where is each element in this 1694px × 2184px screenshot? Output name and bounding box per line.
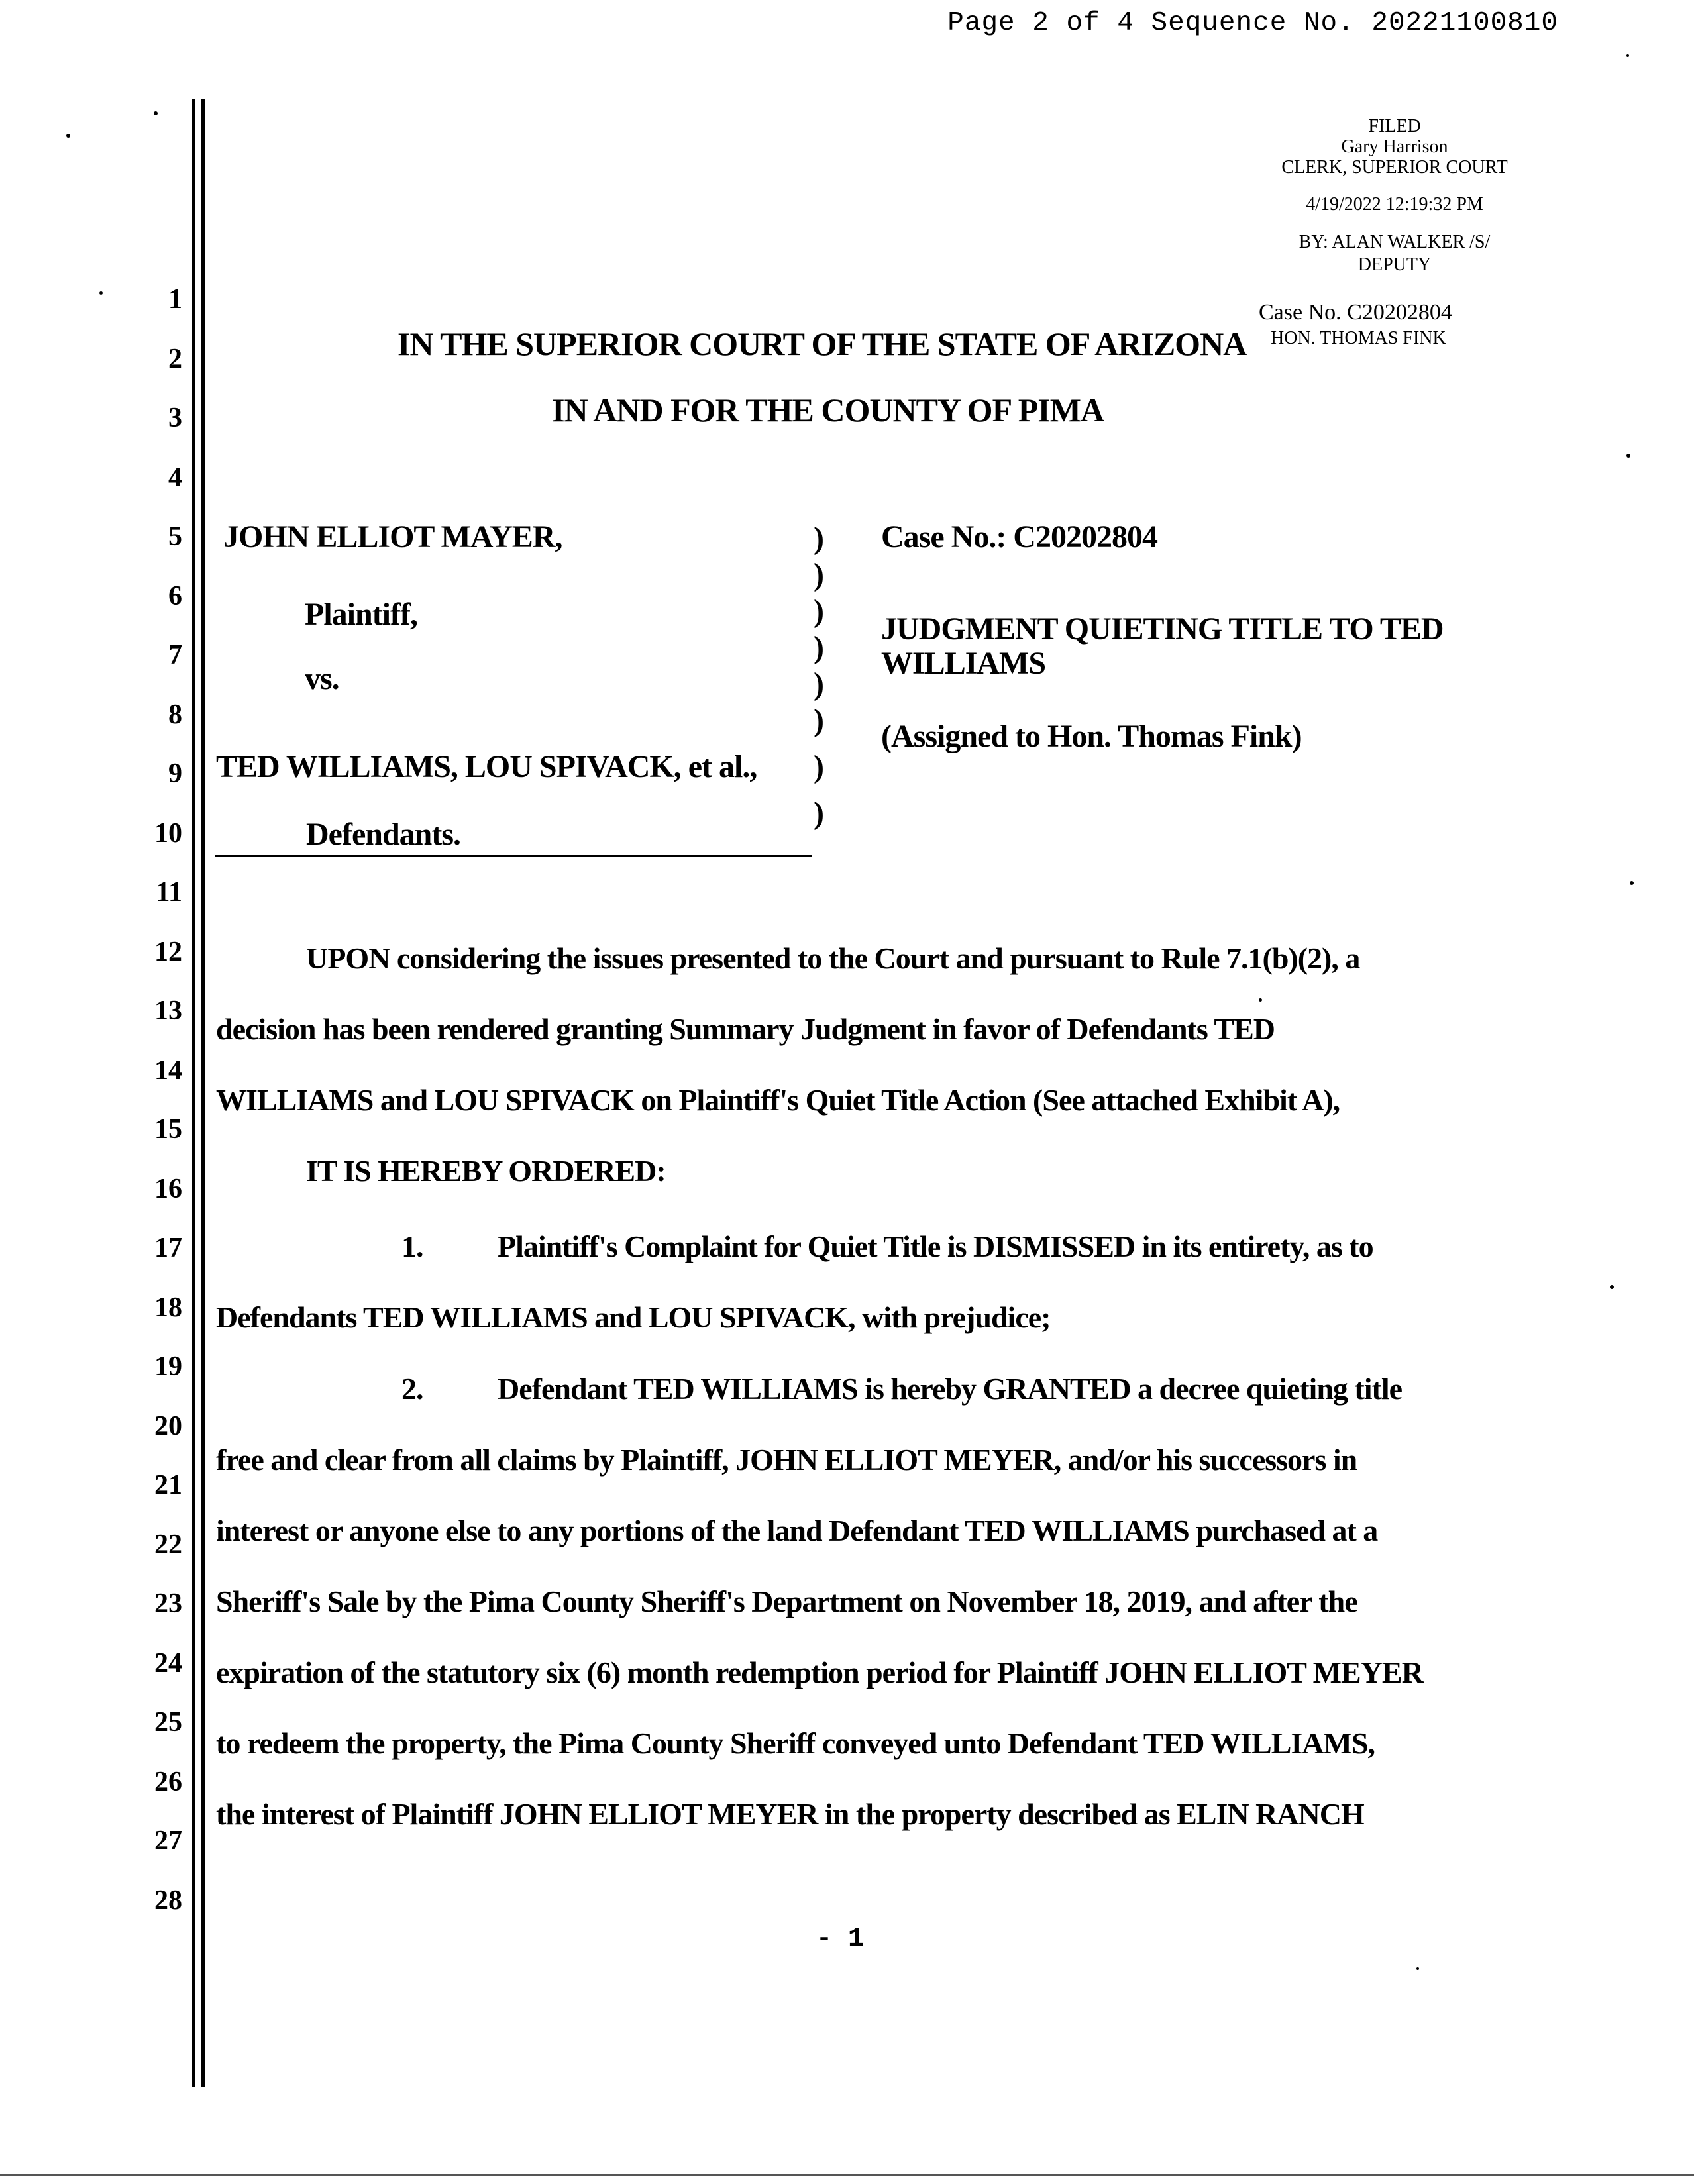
- line-number: 2: [168, 344, 182, 374]
- line-number: 15: [154, 1114, 182, 1145]
- line-number: 21: [154, 1470, 182, 1500]
- stamp-judge: HON. THOMAS FINK: [1271, 328, 1446, 348]
- caption-paren: ): [814, 557, 824, 592]
- line-number: 20: [154, 1411, 182, 1441]
- order-heading: IT IS HEREBY ORDERED:: [306, 1154, 666, 1188]
- scan-speck: [66, 134, 70, 138]
- page-number: - 1: [816, 1924, 865, 1954]
- caption-paren: ): [814, 749, 824, 784]
- order-item-2-line-4: Sheriff's Sale by the Pima County Sheriff's Department on November 18, 2019, and after the: [216, 1585, 1357, 1618]
- order-item-1-line-2: Defendants TED WILLIAMS and LOU SPIVACK, with prejudice;: [216, 1300, 1051, 1334]
- caption-paren: ): [814, 521, 824, 556]
- scan-speck: [154, 111, 158, 115]
- stamp-filed: FILED: [1368, 116, 1421, 136]
- caption-paren: ): [814, 703, 824, 738]
- line-number: 1: [168, 284, 182, 315]
- order-item-2-line-7: the interest of Plaintiff JOHN ELLIOT MEYER in the property described as ELIN RANCH: [216, 1797, 1364, 1831]
- body-line-13: decision has been rendered granting Summary Judgment in favor of Defendants TED: [216, 1012, 1275, 1046]
- caption-paren: ): [814, 630, 824, 665]
- line-number: 23: [154, 1588, 182, 1619]
- order-item-number: 1.: [401, 1229, 423, 1263]
- stamp-deputy: DEPUTY: [1357, 254, 1432, 275]
- line-number: 3: [168, 403, 182, 433]
- left-margin-rule-outer: [192, 99, 195, 2087]
- scan-speck: [99, 291, 103, 295]
- order-item-2-line-1: Defendant TED WILLIAMS is hereby GRANTED a decree quieting title: [498, 1372, 1403, 1406]
- line-number: 10: [154, 818, 182, 849]
- scan-bottom-edge: [0, 2174, 1694, 2176]
- line-number: 12: [154, 937, 182, 967]
- line-number: 13: [154, 996, 182, 1026]
- order-item-2-line-2: free and clear from all claims by Plaintiff, JOHN ELLIOT MEYER, and/or his successors in: [216, 1443, 1357, 1477]
- line-number: 22: [154, 1530, 182, 1560]
- caption-paren: ): [814, 594, 824, 629]
- line-number: 26: [154, 1767, 182, 1797]
- left-margin-rule-inner: [201, 99, 205, 2087]
- court-title: IN THE SUPERIOR COURT OF THE STATE OF ARIZONA: [397, 325, 1247, 362]
- line-number: 28: [154, 1885, 182, 1916]
- line-number: 18: [154, 1292, 182, 1323]
- plaintiff-name: JOHN ELLIOT MAYER,: [223, 519, 562, 554]
- defendants-names: TED WILLIAMS, LOU SPIVACK, et al.,: [216, 749, 757, 784]
- document-title-line1: JUDGMENT QUIETING TITLE TO TED: [881, 611, 1444, 647]
- order-item-number: 2.: [401, 1372, 423, 1406]
- court-county: IN AND FOR THE COUNTY OF PIMA: [552, 391, 1104, 429]
- caption-paren: ): [814, 796, 824, 831]
- stamp-case-no: Case No. C20202804: [1259, 300, 1452, 325]
- body-line-12: UPON considering the issues presented to the Court and pursuant to Rule 7.1(b)(2), a: [306, 941, 1360, 975]
- order-item-1-line-1: Plaintiff's Complaint for Quiet Title is DISMISSED in its entirety, as to: [498, 1229, 1373, 1263]
- line-number: 16: [154, 1174, 182, 1204]
- line-number: 19: [154, 1351, 182, 1382]
- line-number: 11: [156, 877, 182, 908]
- scan-speck: [1416, 1967, 1419, 1970]
- line-number: 6: [168, 581, 182, 611]
- caption-paren: ): [814, 666, 824, 702]
- scan-speck: [1626, 54, 1629, 57]
- scan-speck: [1259, 998, 1262, 1002]
- document-title-line2: WILLIAMS: [881, 646, 1046, 681]
- line-number: 4: [168, 462, 182, 493]
- scan-speck: [1630, 881, 1634, 885]
- versus-label: vs.: [305, 661, 339, 696]
- scan-speck: [1610, 1285, 1614, 1289]
- assigned-judge: (Assigned to Hon. Thomas Fink): [881, 719, 1302, 754]
- stamp-clerk-title: CLERK, SUPERIOR COURT: [1281, 157, 1508, 178]
- scan-speck: [1626, 454, 1630, 458]
- stamp-by: BY: ALAN WALKER /S/: [1298, 232, 1491, 252]
- order-item-2-line-6: to redeem the property, the Pima County Sheriff conveyed unto Defendant TED WILLIAMS,: [216, 1726, 1375, 1760]
- line-number: 27: [154, 1826, 182, 1856]
- line-number: 24: [154, 1648, 182, 1679]
- line-number: 9: [168, 758, 182, 789]
- line-number: 17: [154, 1233, 182, 1263]
- line-number: 7: [168, 640, 182, 670]
- plaintiff-label: Plaintiff,: [305, 597, 417, 632]
- caption-case-number: Case No.: C20202804: [881, 519, 1157, 554]
- order-item-2-line-3: interest or anyone else to any portions of the land Defendant TED WILLIAMS purchased at a: [216, 1514, 1378, 1547]
- stamp-clerk-name: Gary Harrison: [1341, 136, 1448, 157]
- body-line-14: WILLIAMS and LOU SPIVACK on Plaintiff's Quiet Title Action (See attached Exhibit A),: [216, 1083, 1340, 1117]
- stamp-timestamp: 4/19/2022 12:19:32 PM: [1306, 194, 1483, 215]
- page-sequence-header: Page 2 of 4 Sequence No. 20221100810: [947, 8, 1558, 38]
- line-number: 8: [168, 700, 182, 730]
- line-number: 5: [168, 521, 182, 552]
- defendants-label: Defendants.: [306, 817, 461, 852]
- line-number: 25: [154, 1707, 182, 1738]
- order-item-2-line-5: expiration of the statutory six (6) month redemption period for Plaintiff JOHN ELLIOT MEYER: [216, 1655, 1423, 1689]
- caption-underline: [215, 855, 812, 857]
- line-number: 14: [154, 1055, 182, 1086]
